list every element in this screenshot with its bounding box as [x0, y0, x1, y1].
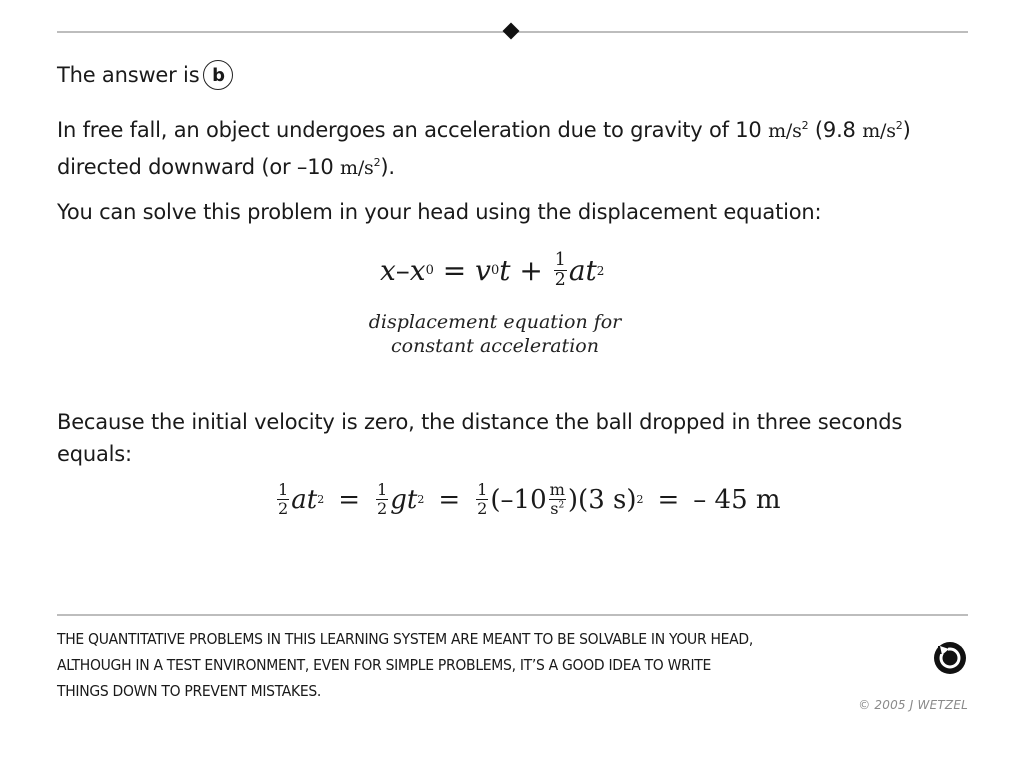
eq2-equals-3: =	[657, 484, 680, 515]
eq2-sq-3: 2	[636, 493, 644, 507]
eq2-equals-2: =	[438, 484, 461, 515]
eq2-half-fraction-1	[277, 482, 289, 517]
replay-icon[interactable]	[932, 640, 968, 676]
distance-equation	[275, 482, 781, 517]
eq2-unit-s-exp: 2	[558, 500, 565, 511]
eq1-half-den: 2	[554, 270, 566, 291]
eq1-x: x	[380, 254, 396, 288]
eq2-unit-s2	[550, 500, 564, 517]
eq1-v: v	[475, 254, 491, 288]
p1-exp-3: 2	[373, 156, 381, 169]
eq1-half-fraction	[554, 252, 567, 290]
bottom-divider	[57, 614, 968, 616]
eq1-sub0: 0	[425, 263, 434, 279]
eq2-half-den-1: 2	[278, 499, 289, 519]
eq2-equals-1: =	[338, 484, 360, 515]
eq2-half-den-3: 2	[477, 499, 488, 519]
eq2-half-fraction-2	[376, 482, 388, 517]
diamond-icon	[503, 23, 520, 40]
eq1-half-num: 1	[554, 250, 566, 270]
caption-line-2: constant acceleration	[391, 335, 599, 357]
note-line-3: THINGS DOWN TO PREVENT MISTAKES.	[57, 682, 322, 700]
footer-note	[57, 626, 907, 704]
eq2-half-num-1: 1	[278, 480, 289, 499]
p1-text-a: In free fall, an object undergoes an acceleration due to gravity of 10	[57, 118, 769, 142]
p1-unit-3: m/s	[340, 157, 374, 179]
eq2-close: )(3 s)	[567, 484, 637, 515]
answer-letter-badge: b	[203, 60, 233, 90]
eq1-x0: x	[409, 254, 426, 288]
eq1-plus: +	[510, 254, 552, 288]
note-line-1: THE QUANTITATIVE PROBLEMS IN THIS LEARNING SYSTEM ARE MEANT TO BE SOLVABLE IN YOUR HEAD,	[57, 630, 753, 648]
answer-prefix: The answer is	[57, 63, 200, 87]
eq2-unit-m: m	[549, 480, 565, 499]
eq1-t: t	[499, 254, 511, 288]
eq2-half-fraction-3	[476, 482, 488, 517]
p1-exp-1: 2	[801, 119, 809, 132]
copyright-text: © 2005 J WETZEL	[858, 698, 968, 712]
p1-text-b: (9.8	[808, 118, 863, 142]
equation-caption	[340, 310, 650, 358]
free-fall-paragraph	[57, 110, 972, 184]
eq1-sq: 2	[596, 263, 605, 278]
eq2-unit-s: s	[550, 499, 559, 519]
p1-unit-1: m/s	[768, 120, 802, 142]
eq2-result: – 45 m	[693, 484, 781, 515]
answer-statement	[57, 60, 233, 90]
displacement-equation	[380, 252, 604, 290]
caption-line-1: displacement equation for	[368, 311, 622, 333]
eq2-unit-fraction	[549, 482, 566, 517]
eq1-at: at	[568, 254, 597, 288]
eq2-half-den-2: 2	[377, 499, 388, 519]
eq2-gt: gt	[390, 484, 418, 515]
eq2-sq-1: 2	[317, 493, 325, 507]
p1-text-e: ).	[380, 155, 395, 179]
p1-exp-2: 2	[895, 119, 903, 132]
eq1-equals: =	[433, 254, 476, 288]
p1-text-d: directed downward (or –10	[57, 155, 340, 179]
eq2-half-num-3: 1	[477, 480, 488, 499]
note-line-2: ALTHOUGH IN A TEST ENVIRONMENT, EVEN FOR SIMPLE PROBLEMS, IT’S A GOOD IDEA TO WRITE	[57, 656, 712, 674]
eq1-v-sub0: 0	[490, 263, 500, 279]
because-paragraph: Because the initial velocity is zero, the distance the ball dropped in three seconds equals:	[57, 410, 903, 466]
eq2-sq-2: 2	[417, 493, 425, 507]
solve-paragraph: You can solve this problem in your head using the displacement equation:	[57, 200, 822, 224]
eq1-minus: –	[395, 254, 410, 288]
eq2-open: (–10	[490, 484, 547, 515]
p1-unit-2: m/s	[862, 120, 896, 142]
p1-text-c: )	[902, 118, 911, 142]
eq2-half-num-2: 1	[377, 480, 388, 499]
eq2-at: at	[291, 484, 318, 515]
